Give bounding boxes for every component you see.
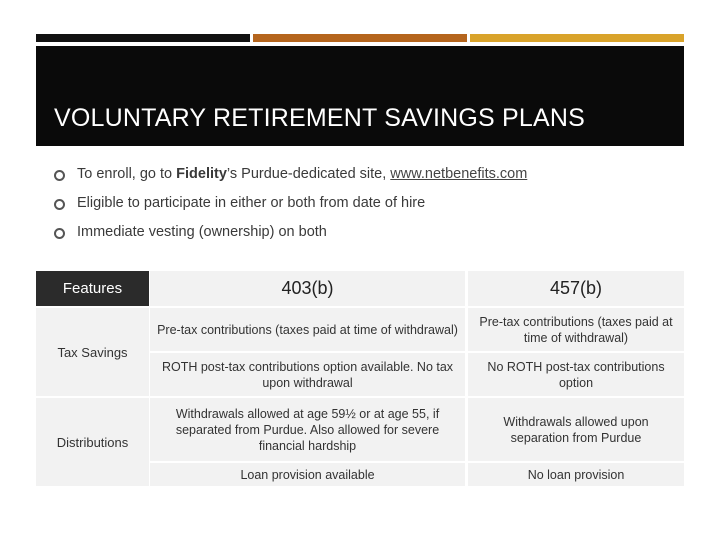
bullet-item-enroll [54,166,694,195]
fidelity-bold: Fidelity [176,166,227,182]
table-cell-403b-roth: ROTH post-tax contributions option available. No tax upon withdrawal [150,353,465,396]
hollow-circle-bullet-icon [54,228,65,239]
table-cell-457b-roth: No ROTH post-tax contributions option [468,353,684,396]
table-cell-457b-loan: No loan provision [468,463,684,486]
features-header: Features [36,271,149,306]
title-bar [36,46,684,146]
hollow-circle-bullet-icon [54,170,65,181]
bullet-middle: ’s Purdue-dedicated site, [226,166,391,182]
bullet-text: Immediate vesting (ownership) on both [77,224,327,240]
table-cell-403b-loan: Loan provision available [150,463,465,486]
netbenefits-link[interactable]: www.netbenefits.com [390,166,528,182]
accent-bar-dark [36,34,250,42]
bullet-text: Eligible to participate in either or both from date of hire [77,195,426,211]
hollow-circle-bullet-icon [54,199,65,210]
bullet-item-vesting [54,224,694,253]
accent-bar-orange [253,34,467,42]
accent-bar-gold [470,34,684,42]
table-cell-403b-withdrawals: Withdrawals allowed at age 59½ or at age 55, if separated from Purdue. Also allowed for severe financial hardship [150,398,465,461]
bullet-prefix: To enroll, go to [77,166,177,182]
bullet-text [77,166,527,182]
slide-title: VOLUNTARY RETIREMENT SAVINGS PLANS [54,104,586,132]
table-cell-457b-pretax: Pre-tax contributions (taxes paid at time of withdrawal) [468,308,684,351]
table-cell-403b-pretax: Pre-tax contributions (taxes paid at time of withdrawal) [150,308,465,351]
bullet-list [54,166,694,253]
bullet-item-eligible [54,195,694,224]
row-label-distributions: Distributions [36,398,149,486]
row-label-tax-savings: Tax Savings [36,308,149,396]
table-cell-457b-withdrawals: Withdrawals allowed upon separation from Purdue [468,398,684,461]
column-header-403b: 403(b) [150,271,465,306]
column-header-457b: 457(b) [468,271,684,306]
